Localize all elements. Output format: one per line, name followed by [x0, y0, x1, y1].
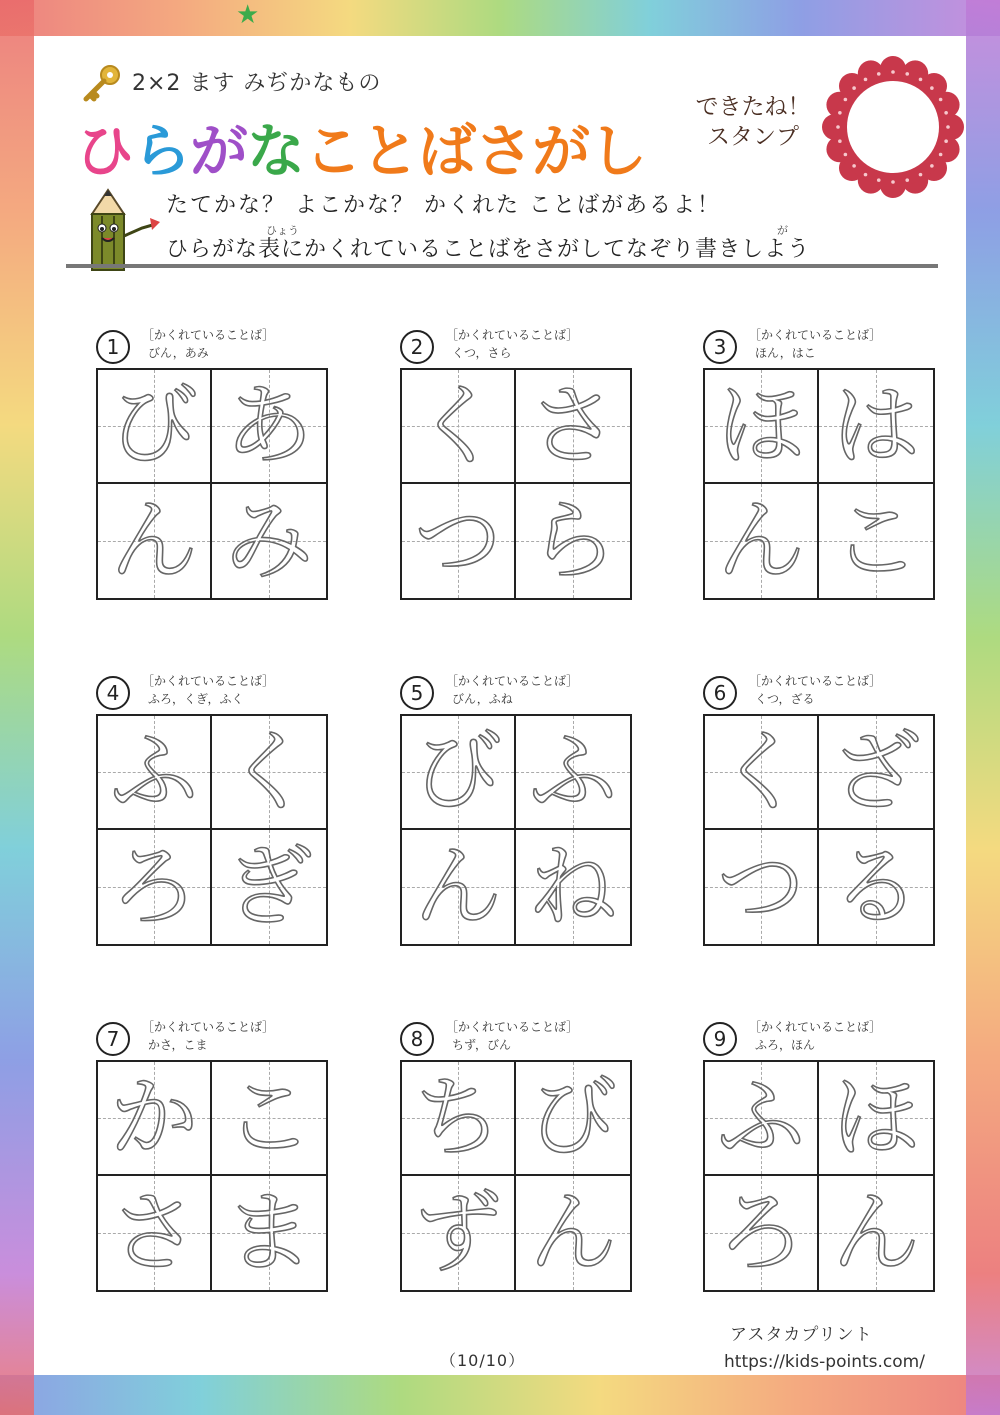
puzzle-6: [703, 672, 939, 946]
grid-cell: [212, 484, 326, 598]
title-char: し: [589, 117, 647, 185]
trace-character[interactable]: さ: [528, 374, 617, 477]
trace-character[interactable]: ん: [528, 1181, 617, 1284]
hidden-words-label: ［かくれていることば］: [749, 328, 882, 342]
instruction-line-2: [166, 232, 810, 263]
grid-cell: [516, 370, 630, 484]
hiragana-grid: [703, 1060, 935, 1292]
grid-cell: [705, 484, 819, 598]
stamp-label-line-2: スタンプ: [707, 124, 799, 150]
puzzle-1: [96, 326, 332, 600]
hidden-words-label: ［かくれていることば］: [749, 1020, 882, 1034]
grid-cell: [402, 1176, 516, 1290]
hidden-words-answer: かさ，こま: [148, 1038, 208, 1052]
puzzle-number: 4: [96, 676, 130, 710]
grid-cell: [98, 484, 212, 598]
hidden-words-answer: びん，ふね: [452, 692, 513, 706]
hiragana-grid: [400, 368, 632, 600]
trace-character[interactable]: ざ: [831, 720, 920, 823]
grid-cell: [819, 1176, 933, 1290]
stamp-badge-icon: [822, 56, 964, 198]
hiragana-grid: [96, 714, 328, 946]
trace-character[interactable]: く: [413, 374, 502, 477]
trace-character[interactable]: ね: [528, 835, 617, 938]
key-icon: [80, 64, 122, 104]
grid-cell: [98, 830, 212, 944]
title-char: ら: [133, 117, 191, 185]
grid-cell: [98, 1176, 212, 1290]
grid-cell: [819, 1062, 933, 1176]
title-char: が: [532, 117, 590, 185]
grid-cell: [212, 370, 326, 484]
frame-left: [0, 0, 34, 1415]
instruction-kanji-hyou: 表: [258, 237, 282, 262]
puzzle-number: 9: [703, 1022, 737, 1056]
grid-cell: [212, 1176, 326, 1290]
instruction-line-2-part-c: きしよう: [718, 237, 811, 262]
frame-right: [966, 0, 1000, 1415]
grid-cell: [705, 1176, 819, 1290]
ruby-ga: が: [777, 224, 788, 237]
grid-cell: [212, 1062, 326, 1176]
grid-cell: [819, 716, 933, 830]
puzzle-9: [703, 1018, 939, 1292]
title-char: さ: [475, 117, 533, 185]
grid-cell: [705, 1062, 819, 1176]
title-char: こ: [304, 117, 362, 185]
trace-character[interactable]: こ: [831, 489, 920, 592]
hiragana-grid: [703, 714, 935, 946]
hidden-words-answer: くつ，さら: [452, 346, 512, 360]
trace-character[interactable]: ろ: [109, 835, 198, 938]
site-url[interactable]: https://kids-points.com/: [724, 1352, 925, 1372]
trace-character[interactable]: び: [413, 720, 502, 823]
hidden-words-answer: ふろ，ほん: [755, 1038, 816, 1052]
hiragana-grid: [400, 714, 632, 946]
title-char: ば: [418, 117, 476, 185]
grid-cell: [516, 830, 630, 944]
puzzle-number: 5: [400, 676, 434, 710]
grid-cell: [402, 830, 516, 944]
grid-cell: [819, 370, 933, 484]
hidden-words-answer: ちず，びん: [452, 1038, 512, 1052]
trace-character[interactable]: る: [831, 835, 920, 938]
worksheet-title: [76, 104, 646, 188]
trace-character[interactable]: く: [716, 720, 805, 823]
hidden-words-label: ［かくれていることば］: [446, 674, 579, 688]
trace-character[interactable]: ま: [224, 1181, 313, 1284]
trace-character[interactable]: か: [109, 1066, 198, 1169]
title-char: が: [190, 117, 248, 185]
puzzle-2: [400, 326, 636, 600]
worksheet-subtitle: 2×2 ます みぢかなもの: [132, 71, 382, 96]
trace-character[interactable]: ん: [716, 489, 805, 592]
frame-top: [0, 0, 1000, 36]
trace-character[interactable]: く: [224, 720, 313, 823]
hidden-words-answer: ふろ，くぎ，ふく: [148, 692, 244, 706]
hidden-words-label: ［かくれていることば］: [446, 1020, 579, 1034]
puzzle-7: [96, 1018, 332, 1292]
puzzle-number: 6: [703, 676, 737, 710]
trace-character[interactable]: さ: [109, 1181, 198, 1284]
grid-cell: [516, 1176, 630, 1290]
puzzle-number: 1: [96, 330, 130, 364]
trace-character[interactable]: ふ: [109, 720, 198, 823]
trace-character[interactable]: み: [224, 489, 313, 592]
hiragana-grid: [400, 1060, 632, 1292]
hidden-words-answer: びん，あみ: [148, 346, 209, 360]
grid-cell: [402, 716, 516, 830]
trace-character[interactable]: ふ: [716, 1066, 805, 1169]
grid-cell: [705, 716, 819, 830]
trace-character[interactable]: あ: [224, 374, 313, 477]
trace-character[interactable]: ほ: [716, 374, 805, 477]
hidden-words-answer: ほん，はこ: [755, 346, 816, 360]
brand-name: アスタカプリント: [730, 1325, 873, 1345]
star-icon: ★: [236, 0, 260, 30]
page-number: （10/10）: [440, 1351, 526, 1370]
hidden-words-label: ［かくれていることば］: [446, 328, 579, 342]
grid-cell: [98, 370, 212, 484]
instruction-line-1: たてかな？ よこかな？ かくれた ことばがあるよ！: [166, 193, 721, 218]
hiragana-grid: [96, 1060, 328, 1292]
puzzle-8: [400, 1018, 636, 1292]
trace-character[interactable]: つ: [413, 489, 502, 592]
grid-cell: [98, 716, 212, 830]
hiragana-grid: [96, 368, 328, 600]
header-divider: [66, 264, 938, 268]
trace-character[interactable]: ふ: [528, 720, 617, 823]
grid-cell: [516, 484, 630, 598]
trace-character[interactable]: ん: [109, 489, 198, 592]
puzzle-number: 3: [703, 330, 737, 364]
trace-character[interactable]: ん: [413, 835, 502, 938]
trace-character[interactable]: ほ: [831, 1066, 920, 1169]
puzzle-number: 8: [400, 1022, 434, 1056]
hiragana-grid: [703, 368, 935, 600]
instruction-line-2-part-b: にかくれていることばをさがしてなぞり: [281, 237, 696, 262]
grid-cell: [98, 1062, 212, 1176]
trace-character[interactable]: ぎ: [224, 835, 313, 938]
instruction-line-2-part-a: ひらがな: [166, 237, 259, 262]
puzzle-4: [96, 672, 332, 946]
stamp-label-line-1: できたね！: [695, 94, 811, 120]
grid-cell: [516, 716, 630, 830]
grid-cell: [516, 1062, 630, 1176]
trace-character[interactable]: ち: [413, 1066, 502, 1169]
trace-character[interactable]: は: [831, 374, 920, 477]
grid-cell: [402, 484, 516, 598]
grid-cell: [705, 370, 819, 484]
hidden-words-label: ［かくれていることば］: [749, 674, 882, 688]
trace-character[interactable]: つ: [716, 835, 805, 938]
hidden-words-answer: くつ，ざる: [755, 692, 815, 706]
puzzle-5: [400, 672, 636, 946]
trace-character[interactable]: ず: [413, 1181, 502, 1284]
hidden-words-label: ［かくれていることば］: [142, 674, 275, 688]
trace-character[interactable]: び: [528, 1066, 617, 1169]
trace-character[interactable]: ろ: [716, 1181, 805, 1284]
trace-character[interactable]: こ: [224, 1066, 313, 1169]
title-char: と: [361, 117, 419, 185]
grid-cell: [402, 1062, 516, 1176]
grid-cell: [819, 830, 933, 944]
title-char: な: [247, 117, 305, 185]
trace-character[interactable]: び: [109, 374, 198, 477]
stamp-label: [688, 92, 818, 152]
hidden-words-label: ［かくれていることば］: [142, 1020, 275, 1034]
grid-cell: [819, 484, 933, 598]
puzzle-3: [703, 326, 939, 600]
ruby-hyou: ひょう: [266, 224, 299, 237]
pencil-character-icon: [80, 188, 162, 274]
grid-cell: [705, 830, 819, 944]
title-char: ひ: [76, 117, 134, 185]
grid-cell: [212, 830, 326, 944]
grid-cell: [402, 370, 516, 484]
puzzle-number: 7: [96, 1022, 130, 1056]
instruction-kanji-kaku: 書: [695, 237, 719, 262]
trace-character[interactable]: ら: [528, 489, 617, 592]
trace-character[interactable]: ん: [831, 1181, 920, 1284]
grid-cell: [212, 716, 326, 830]
frame-bottom: [0, 1375, 1000, 1415]
puzzle-number: 2: [400, 330, 434, 364]
hidden-words-label: ［かくれていることば］: [142, 328, 275, 342]
